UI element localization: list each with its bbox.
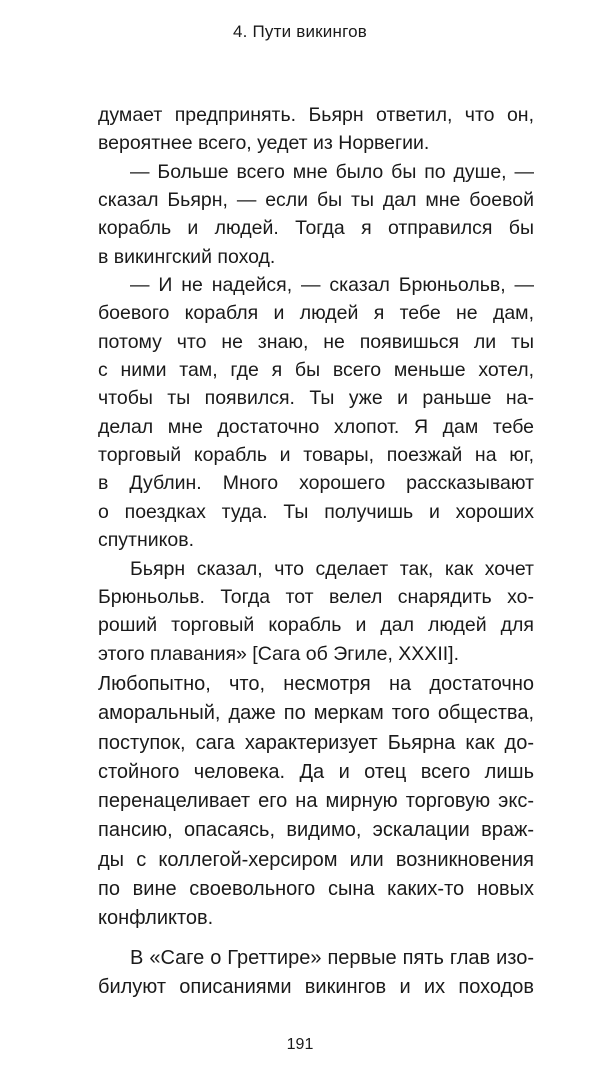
body-line: ды с коллегой-херсиром или возникновения — [98, 848, 534, 871]
quote-line: потому что не знаю, не появишься ли ты — [98, 330, 534, 353]
quote-line: с ними там, где я бы всего меньше хотел, — [98, 359, 534, 382]
quote-line: торговый корабль и товары, поезжай на юг, — [98, 444, 534, 467]
quote-line: Бьярн сказал, что сделает так, как хочет — [130, 557, 534, 580]
quote-line: в Дублин. Много хорошего рассказывают — [98, 472, 534, 495]
quote-line: в викингский поход. — [98, 245, 276, 268]
quote-line: — И не надейся, — сказал Брюньольв, — — [130, 274, 534, 297]
body-line: конфликтов. — [98, 907, 214, 930]
body-line: стойного человека. Да и отец всего лишь — [98, 760, 534, 783]
body-text — [98, 670, 534, 1002]
quote-line: спутников. — [98, 529, 195, 552]
body-line: поступок, сага характеризует Бьярна как до- — [98, 731, 534, 754]
quote-line: — Больше всего мне было бы по душе, — — [130, 160, 534, 183]
quote-line: вероятнее всего, уедет из Норвегии. — [98, 132, 430, 155]
quote-line: думает предпринять. Бьярн ответил, что он, — [98, 104, 534, 126]
quote-line: боевого корабля и людей я тебе не дам, — [98, 302, 534, 325]
quote-line: сказал Бьярн, — если бы ты дал мне боевой — [98, 189, 534, 212]
quote-line: о поездках туда. Ты получишь и хороших — [98, 500, 534, 523]
body-line: по вине своевольного сына каких-то новых — [98, 878, 534, 901]
body-line: аморальный, даже по меркам того общества, — [98, 702, 534, 725]
quote-line: роший торговый корабль и дал людей для — [98, 614, 534, 637]
body-line: пансию, опасаясь, видимо, эскалации враж- — [98, 819, 534, 842]
body-line: перенацеливает его на мирную торговую экс- — [98, 790, 534, 813]
quote-line: делал мне достаточно хлопот. Я дам тебе — [98, 415, 534, 438]
body-line: билуют описаниями викингов и их походов — [98, 975, 534, 998]
quote-line: Брюньольв. Тогда тот велел снарядить хо- — [98, 585, 534, 608]
body-line: В «Саге о Греттире» первые пять глав изо- — [130, 946, 534, 969]
quote-line: этого плавания» [Сага об Эгиле, XXXII]. — [98, 642, 459, 665]
body-line: Любопытно, что, несмотря на достаточно — [98, 673, 534, 695]
quoted-passage — [98, 101, 534, 668]
quote-line: чтобы ты появился. Ты уже и раньше на- — [98, 387, 534, 410]
running-header: 4. Пути викингов — [233, 22, 367, 41]
quote-line: корабль и людей. Тогда я отправился бы — [98, 217, 534, 240]
paragraph-gap — [98, 934, 534, 944]
page-number: 191 — [286, 1036, 314, 1053]
